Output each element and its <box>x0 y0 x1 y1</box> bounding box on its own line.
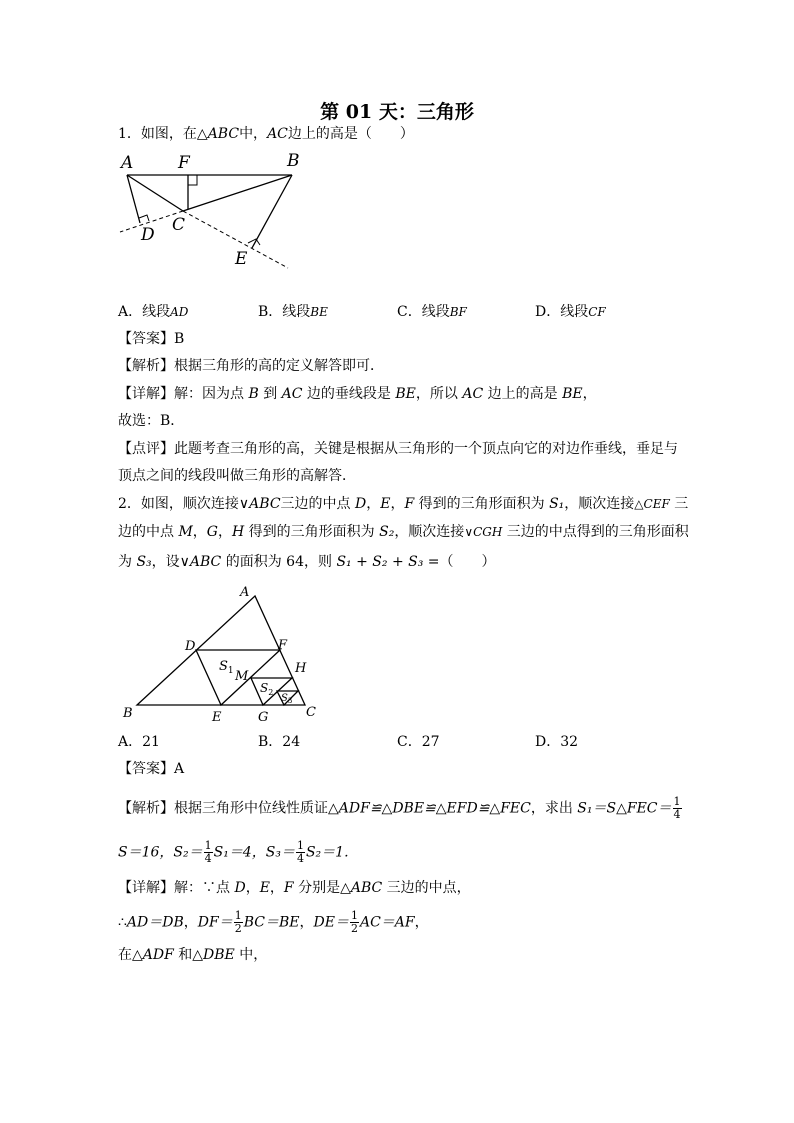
label-s3: $S_3$ <box>281 693 293 705</box>
right-angle-f <box>188 175 197 185</box>
label-b: B <box>123 706 133 721</box>
label-f: F <box>278 638 288 653</box>
label-s1: $S_1$ <box>219 659 234 676</box>
q2-figure <box>115 580 345 728</box>
label-a: A <box>121 153 134 173</box>
q1-option-b: B．线段BE <box>258 304 328 320</box>
q1-stem <box>118 123 414 145</box>
q2-stem-line3: 为 S₃，设∨ABC 的面积为 64，则 S₁ + S₂ + S₃ =（ ） <box>118 554 496 570</box>
q2-detail-line1: 【详解】解：∵点 D，E，F 分别是△ABC 三边的中点， <box>118 880 471 896</box>
q1-analysis: 【解析】根据三角形的高的定义解答即可． <box>118 358 384 374</box>
q2-stem-line1: 2．如图，顺次连接∨ABC三边的中点 D，E，F 得到的三角形面积为 S₁，顺次连接△CEF 三 <box>118 496 689 512</box>
q2-option-d: D．32 <box>535 734 579 750</box>
q2-stem-line2: 边的中点 M，G，H 得到的三角形面积为 S₂，顺次连接∨CGH 三边的中点得到的三角形面积 <box>118 524 689 540</box>
label-a: A <box>240 585 250 600</box>
fraction: $\frac{1}{4}$ <box>673 795 681 821</box>
q1-side: AC <box>267 126 288 142</box>
q2-detail-line3: 在△ADF 和△DBE 中， <box>118 947 268 963</box>
q1-option-d: D．线段CF <box>535 304 606 320</box>
q2-analysis-line1: 【解析】根据三角形中位线性质证△ADF≌△DBE≌△EFD≌△FEC，求出 S₁＝S△FEC＝ $\frac{1}{4}$ <box>118 795 681 821</box>
label-e: E <box>212 710 222 725</box>
q2-detail-line2: ∴AD＝DB，DF＝ $\frac{1}{2}$ BC＝BE，DE＝ $\frac{1}{2}$ AC＝AF， <box>118 909 429 935</box>
fraction: $\frac{1}{2}$ <box>234 909 242 935</box>
q1-triangle: △ABC <box>196 126 240 142</box>
label-b: B <box>287 151 300 171</box>
label-f: F <box>178 153 190 173</box>
label-g: G <box>258 710 269 725</box>
q1-detail: 【详解】解：因为点 B 到 AC 边的垂线段是 BE，所以 AC 边上的高是 BE， <box>118 386 597 402</box>
q2-analysis-line2: S＝16，S₂＝ $\frac{1}{4}$ S₁＝4，S₃＝ $\frac{1}{4}$ S₂＝1． <box>118 839 359 865</box>
label-m: M <box>235 669 249 684</box>
q2-option-b: B．24 <box>258 734 301 750</box>
q2-option-a: A．21 <box>118 734 160 750</box>
q1-stem-text: 中， <box>239 126 268 142</box>
q1-comment-line2: 顶点之间的线段叫做三角形的高解答． <box>118 468 356 484</box>
label-d: D <box>185 639 196 654</box>
label-c: C <box>172 215 186 235</box>
label-c: C <box>306 705 316 720</box>
label-h: H <box>295 661 307 676</box>
q1-stem-text: 1．如图，在 <box>118 126 197 142</box>
q2-option-c: C．27 <box>397 734 440 750</box>
fraction: $\frac{1}{2}$ <box>350 909 358 935</box>
q1-comment-line1: 【点评】此题考查三角形的高，关键是根据从三角形的一个顶点向它的对边作垂线，垂足与 <box>118 441 678 457</box>
q1-choose: 故选：B． <box>118 413 185 429</box>
page-title: 第 01 天：三角形 <box>320 101 474 123</box>
right-angle-d <box>139 215 149 221</box>
label-e: E <box>235 249 248 269</box>
q1-stem-text: 边上的高是（ ） <box>287 126 414 142</box>
fraction: $\frac{1}{4}$ <box>204 839 212 865</box>
label-s2: $S_2$ <box>260 681 274 697</box>
label-d: D <box>141 225 155 245</box>
q1-option-c: C．线段BF <box>397 304 467 320</box>
q1-answer: 【答案】B <box>118 331 185 347</box>
fraction: $\frac{1}{4}$ <box>296 839 304 865</box>
q2-answer: 【答案】A <box>118 761 185 777</box>
q1-option-a: A．线段AD <box>118 304 189 320</box>
q1-figure <box>110 148 310 276</box>
